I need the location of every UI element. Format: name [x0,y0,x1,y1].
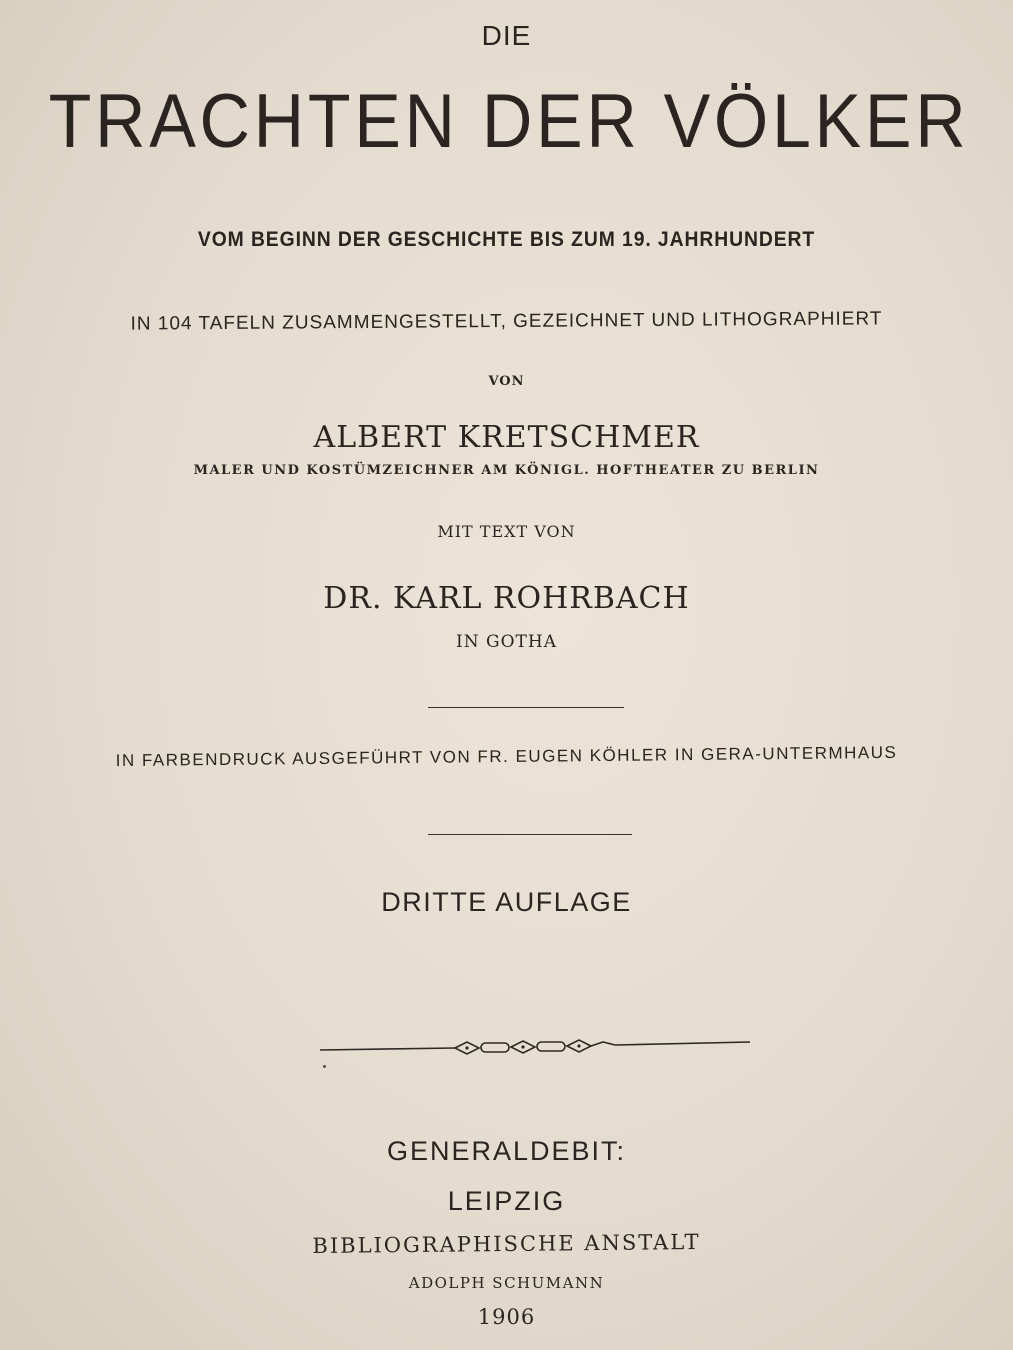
plates-description: IN 104 TAFELN ZUSAMMENGESTELLT, GEZEICHNET UND LITHOGRAPHIERT [130,308,883,335]
publisher-name: BIBLIOGRAPHISCHE ANSTALT [312,1229,701,1259]
author-role: MALER UND KOSTÜMZEICHNER AM KÖNIGL. HOFTHEATER ZU BERLIN [193,463,820,478]
by-label: VON [488,374,525,389]
paper-speck [323,1065,326,1068]
author-name: ALBERT KRETSCHMER [313,420,700,455]
text-by-label: MIT TEXT VON [437,522,576,541]
text-author-name: DR. KARL ROHRBACH [323,581,690,616]
printer-credit: IN FARBENDRUCK AUSGEFÜHRT VON FR. EUGEN KÖHLER IN GERA-UNTERMHAUS [115,742,898,771]
text-author-place: IN GOTHA [456,632,557,652]
ornamental-rule-icon [320,1036,750,1060]
subtitle: VOM BEGINN DER GESCHICHTE BIS ZUM 19. JAHRHUNDERT [197,228,816,251]
publication-city: LEIPZIG [447,1186,566,1216]
publication-year: 1906 [477,1305,536,1329]
distribution-label: GENERALDEBIT: [386,1136,627,1166]
divider-rule [428,707,624,708]
divider-rule [428,834,632,835]
book-title: TRACHTEN DER VÖLKER [48,79,970,164]
edition: DRITTE AUFLAGE [381,887,632,917]
title-article: DIE [481,20,532,51]
publisher-owner: ADOLPH SCHUMANN [408,1274,605,1292]
